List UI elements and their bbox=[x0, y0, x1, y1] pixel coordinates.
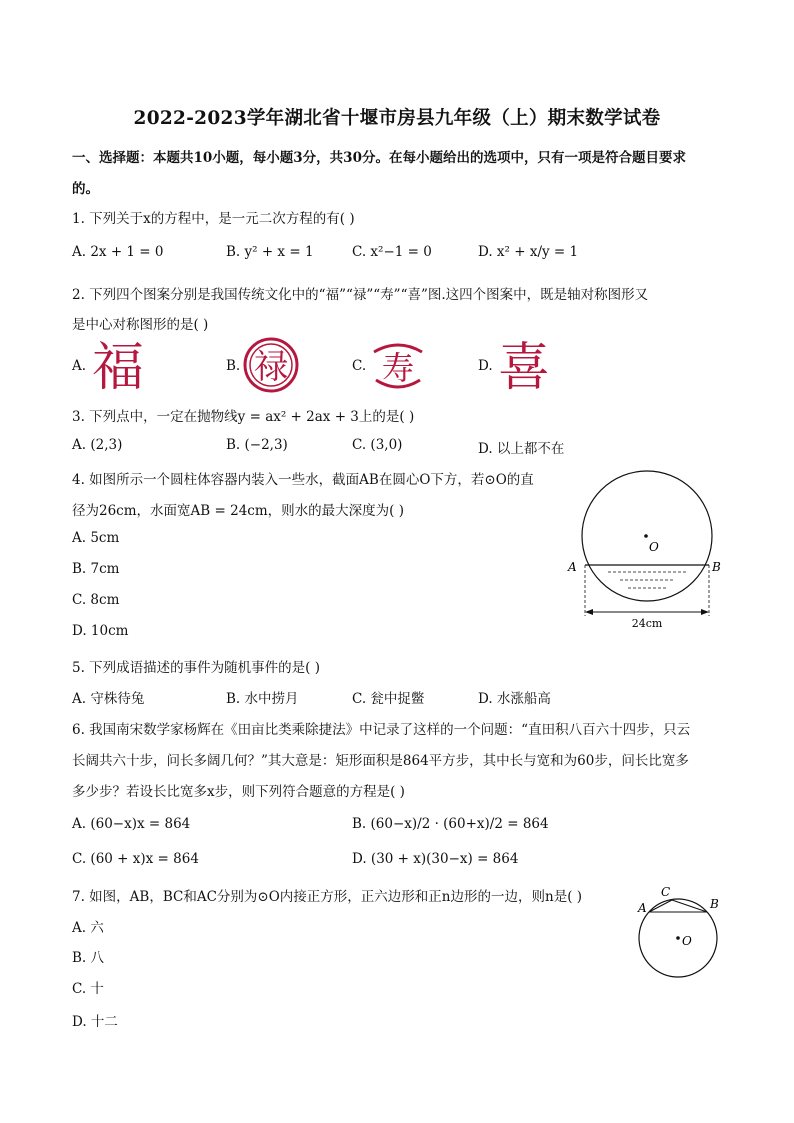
q7-label-b: B bbox=[710, 897, 719, 911]
q4-option-d: D. 10cm bbox=[72, 623, 129, 639]
q4-figure bbox=[562, 470, 732, 634]
q1-option-d: D. x² + x/y = 1 bbox=[478, 244, 579, 260]
xi-seal-icon bbox=[494, 336, 554, 398]
shou-glyph: 寿 bbox=[381, 349, 415, 387]
q7-chord-bc bbox=[672, 900, 707, 912]
q7-option-b: B. 八 bbox=[72, 950, 105, 966]
q4-width-label: 24cm bbox=[631, 617, 663, 630]
q4-label-b: B bbox=[712, 560, 721, 574]
q4-label-o: O bbox=[649, 540, 659, 554]
q4-label-a: A bbox=[568, 560, 577, 574]
q2-option-b: B. bbox=[226, 358, 241, 374]
q6-stem-line1: 6. 我国南宋数学家杨辉在《田亩比类乘除捷法》中记录了这样的一个问题：“直田积八百六十四步，只云 bbox=[72, 722, 691, 738]
fu-seal-icon bbox=[88, 336, 148, 398]
q6-option-c: C. (60 + x)x = 864 bbox=[72, 851, 199, 867]
q4-center-dot bbox=[644, 534, 648, 538]
q7-center-dot bbox=[676, 936, 680, 940]
q5-option-b: B. 水中捞月 bbox=[226, 691, 299, 707]
q4-stem-line1: 4. 如图所示一个圆柱体容器内装入一些水，截面AB在圆心O下方，若⊙O的直 bbox=[72, 472, 534, 488]
q4-option-a: A. 5cm bbox=[72, 530, 120, 546]
shou-seal-icon bbox=[368, 336, 428, 398]
q7-option-a: A. 六 bbox=[72, 920, 104, 936]
q7-label-c: C bbox=[661, 885, 671, 899]
q7-figure bbox=[632, 883, 732, 985]
q7-chord-ac bbox=[649, 900, 672, 912]
q6-stem-line3: 多少步？若设长比宽多x步，则下列符合题意的方程是( ) bbox=[72, 784, 405, 800]
q2-stem-line2: 是中心对称图形的是( ) bbox=[72, 317, 209, 333]
section-header-line2: 的。 bbox=[72, 181, 99, 197]
q7-label-o: O bbox=[682, 934, 692, 948]
q3-option-c: C. (3,0) bbox=[352, 437, 403, 453]
q7-option-c: C. 十 bbox=[72, 981, 104, 997]
q3-option-d: D. 以上都不在 bbox=[478, 441, 565, 457]
q7-stem: 7. 如图，AB，BC和AC分别为⊙O内接正方形，正六边形和正n边形的一边，则n是( ) bbox=[72, 889, 583, 905]
fu-glyph: 福 bbox=[91, 338, 145, 394]
q6-option-a: A. (60−x)x = 864 bbox=[72, 816, 191, 832]
q1-stem: 1. 下列关于x的方程中，是一元二次方程的有( ) bbox=[72, 211, 355, 227]
q2-stem-line1: 2. 下列四个图案分别是我国传统文化中的“福”“禄”“寿”“喜”图.这四个图案中，既是轴对称图形又 bbox=[72, 287, 649, 303]
exam-title: 2022-2023学年湖北省十堰市房县九年级（上）期末数学试卷 bbox=[133, 108, 661, 129]
q1-option-c: C. x²−1 = 0 bbox=[352, 244, 432, 260]
q3-option-b: B. (−2,3) bbox=[226, 437, 288, 453]
q1-option-b: B. y² + x = 1 bbox=[226, 244, 314, 260]
xi-glyph: 喜 bbox=[497, 338, 551, 394]
q7-option-d: D. 十二 bbox=[72, 1014, 118, 1030]
q4-option-b: B. 7cm bbox=[72, 561, 120, 577]
q4-option-c: C. 8cm bbox=[72, 592, 120, 608]
lu-glyph: 禄 bbox=[254, 347, 288, 387]
q6-option-d: D. (30 + x)(30−x) = 864 bbox=[352, 851, 519, 867]
q4-stem-line2: 径为26cm，水面宽AB = 24cm，则水的最大深度为( ) bbox=[72, 503, 404, 519]
q3-stem: 3. 下列点中，一定在抛物线y = ax² + 2ax + 3上的是( ) bbox=[72, 409, 415, 425]
q5-option-c: C. 瓮中捉鳖 bbox=[352, 691, 425, 707]
q5-option-a: A. 守株待兔 bbox=[72, 691, 145, 707]
q6-stem-line2: 长阔共六十步，问长多阔几何？”其大意是：矩形面积是864平方步，其中长与宽和为60步，问长比宽多 bbox=[72, 753, 689, 769]
q6-option-b: B. (60−x)/2 · (60+x)/2 = 864 bbox=[352, 816, 549, 832]
q7-label-a: A bbox=[638, 901, 647, 915]
q1-option-a: A. 2x + 1 = 0 bbox=[72, 244, 164, 260]
q2-option-d: D. bbox=[478, 358, 493, 374]
q5-option-d: D. 水涨船高 bbox=[478, 691, 551, 707]
q3-option-a: A. (2,3) bbox=[72, 437, 123, 453]
section-header-line1: 一、选择题：本题共10小题，每小题3分，共30分。在每小题给出的选项中，只有一项是符合题目要求 bbox=[72, 150, 686, 166]
q2-option-a: A. bbox=[72, 358, 87, 374]
lu-seal-icon bbox=[242, 336, 302, 398]
q5-stem: 5. 下列成语描述的事件为随机事件的是( ) bbox=[72, 660, 320, 676]
q2-option-c: C. bbox=[352, 358, 367, 374]
